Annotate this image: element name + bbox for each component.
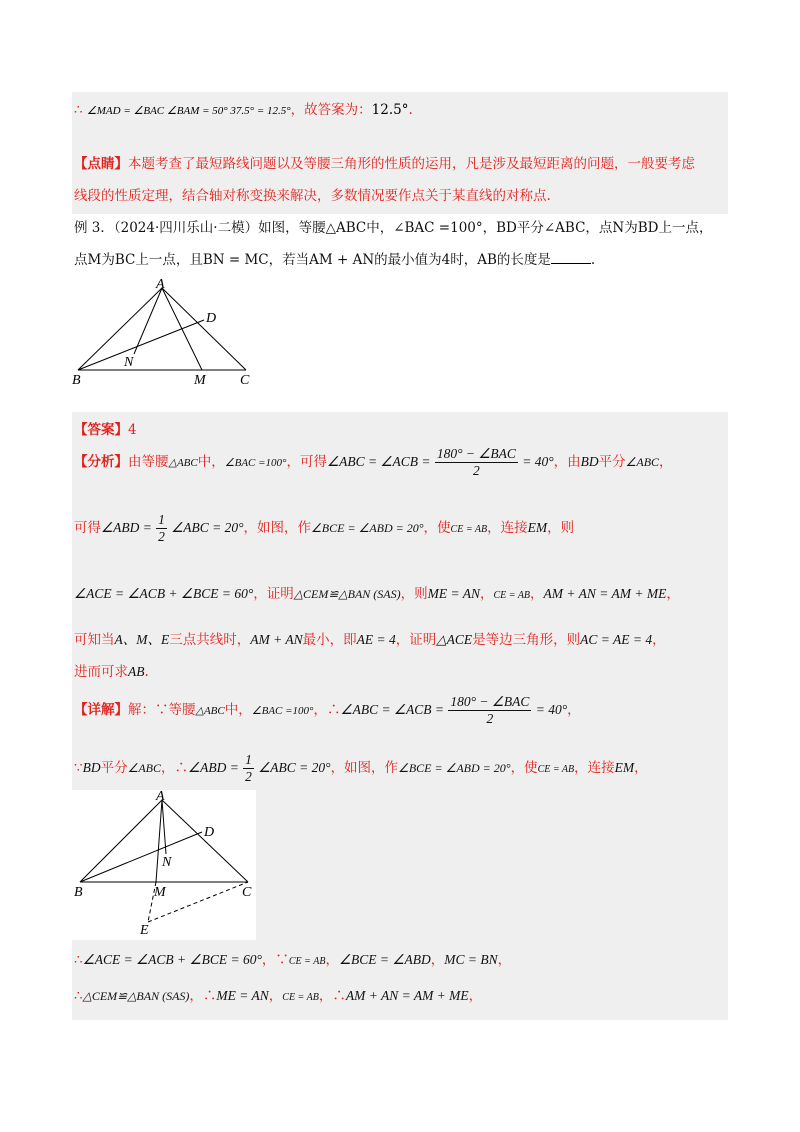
math: ∠ABC	[127, 761, 162, 776]
text: 是等边三角形，则	[472, 632, 581, 648]
answer-number: 4	[128, 422, 137, 438]
text: ∵	[74, 760, 83, 777]
math: ∠ABC = 20°	[171, 520, 244, 536]
text: ，如图，作	[330, 760, 399, 777]
comment-tag: 【点睛】	[74, 156, 128, 172]
text: ，证明	[395, 632, 437, 648]
period: .	[408, 102, 413, 118]
math: CE = AB	[450, 524, 488, 536]
math: CE = AB	[537, 764, 575, 776]
period: .	[590, 252, 596, 268]
math: △ACE	[436, 632, 473, 647]
analysis-line-3	[74, 582, 680, 602]
comment-line-1	[74, 152, 695, 172]
text: ，	[430, 952, 445, 968]
text: ，	[468, 988, 483, 1004]
example-line-1	[74, 216, 713, 236]
math: ∠BAC =100°	[251, 705, 314, 718]
math: = 40°	[522, 454, 554, 470]
math: ∠ABD =	[188, 760, 239, 776]
text: 解：∵等腰	[128, 702, 196, 719]
fraction	[243, 752, 254, 785]
fraction	[156, 512, 167, 545]
text: 三点共线时，	[169, 632, 251, 648]
text: ，	[634, 760, 648, 777]
comment-text-1: 本题考查了最短路线问题以及等腰三角形的性质的运用，凡是涉及最短距离的问题，一般要考虑	[128, 156, 695, 172]
triangle-figure-1	[70, 276, 270, 388]
math: CE = AB	[288, 956, 326, 967]
detail-tag: 【详解】	[74, 702, 128, 719]
math: AM + AN = AM + ME	[543, 586, 667, 601]
math: ME = AN	[427, 586, 480, 601]
answer-tag: 【答案】	[74, 422, 128, 438]
text: ，则	[547, 520, 575, 537]
text: ，	[666, 586, 680, 602]
text: 中，	[197, 454, 225, 471]
math: AE = 4	[356, 632, 396, 647]
math: BD	[82, 760, 101, 776]
answer-blank	[551, 263, 591, 264]
text: ，	[530, 586, 544, 602]
text: 由等腰	[128, 454, 169, 471]
text: ，	[268, 988, 283, 1004]
math: ∠ACE = ∠ACB + ∠BCE = 60°	[82, 952, 262, 967]
text: 中，	[224, 702, 252, 719]
label-E: E	[140, 923, 149, 938]
math: ∠ABC	[625, 455, 660, 470]
analysis-tag: 【分析】	[74, 454, 128, 471]
detail-line-1	[74, 694, 581, 727]
label-C: C	[240, 373, 250, 388]
text: ，∴	[318, 988, 346, 1004]
label-C: C	[242, 885, 252, 900]
text: ，	[497, 952, 512, 968]
math: △ABC	[195, 705, 225, 718]
answer-line	[74, 418, 137, 438]
math: △CEM≌△BAN (SAS)	[293, 587, 401, 601]
label-D: D	[204, 825, 215, 840]
conclusion-line	[74, 98, 413, 118]
text: ，由	[553, 454, 581, 471]
analysis-line-4	[74, 628, 666, 648]
math: AB	[128, 664, 145, 679]
label-B: B	[72, 373, 81, 388]
denominator: 2	[472, 463, 480, 479]
math: ∠BCE = ∠ABD	[338, 952, 431, 967]
math: EM	[527, 520, 548, 536]
math: ∠BCE = ∠ABD = 20°	[398, 761, 511, 776]
text: ，连接	[487, 520, 528, 537]
text: ，如图，作	[243, 520, 312, 537]
text: ，∴	[161, 760, 189, 777]
label-B: B	[74, 885, 83, 900]
numerator: 180° − ∠BAC	[435, 446, 518, 463]
label-D: D	[206, 311, 217, 326]
text: ，使	[423, 520, 451, 537]
detail-line-4	[74, 984, 482, 1004]
text: ，∵	[261, 952, 289, 968]
math: ME = AN	[216, 988, 269, 1003]
math: △ABC	[168, 457, 198, 470]
math: EM	[614, 760, 635, 776]
label-A: A	[156, 790, 165, 804]
label-A: A	[156, 277, 165, 292]
math: = 40°	[535, 702, 568, 718]
detail-line-2	[74, 752, 648, 785]
numerator: 180° − ∠BAC	[448, 694, 531, 711]
text: ，使	[510, 760, 538, 777]
angle-expression: ∠MAD = ∠BAC ∠BAM = 50° 37.5° = 12.5°	[86, 105, 291, 117]
example-question-2: 点M为BC上一点，且BN = MC，若当AM + AN的最小值为4时，AB的长度是	[74, 252, 551, 268]
math: ∠BAC =100°	[224, 457, 287, 470]
math: ∠ABC = ∠ACB =	[326, 454, 431, 470]
label-N: N	[124, 355, 134, 370]
math: AM + AN = AM + ME	[345, 988, 469, 1003]
text: ∴	[74, 952, 83, 968]
text: ，	[567, 702, 581, 719]
answer-phrase: ，故答案为：	[290, 102, 372, 118]
text: ，∴	[313, 702, 341, 719]
denominator: 2	[486, 711, 494, 727]
math: ∠BCE = ∠ABD = 20°	[311, 521, 424, 536]
example-question-1: 例 3．（2024·四川乐山·二模）如图，等腰△ABC中，∠BAC =100°，BD平分∠ABC，点N为BD上一点，	[74, 220, 713, 236]
comment-line-2	[74, 184, 551, 204]
therefore-symbol: ∴	[74, 102, 83, 118]
analysis-line-1	[74, 446, 673, 479]
fraction	[448, 694, 531, 727]
text: ，连接	[574, 760, 615, 777]
text: 进而可求	[74, 664, 128, 680]
numerator: 1	[243, 752, 254, 769]
math: CE = AB	[493, 590, 531, 601]
triangle-figure-2	[72, 790, 256, 940]
label-N: N	[162, 855, 172, 870]
answer-value: 12.5°	[371, 102, 409, 118]
math: ∠ABC = ∠ACB =	[340, 702, 445, 718]
numerator: 1	[156, 512, 167, 529]
fraction	[435, 446, 518, 479]
text: ，	[479, 586, 494, 602]
denominator: 2	[158, 529, 165, 545]
label-M: M	[194, 373, 206, 388]
math: △CEM≌△BAN (SAS)	[82, 989, 190, 1003]
text: ∴	[74, 988, 83, 1004]
text: 平分	[598, 454, 626, 471]
math: ∠ABC = 20°	[258, 760, 331, 776]
text: 可知当	[74, 632, 115, 648]
math: AM + AN	[250, 632, 303, 647]
math: ∠ACE = ∠ACB + ∠BCE = 60°	[74, 586, 254, 601]
text: ，	[652, 632, 666, 648]
detail-line-3	[74, 948, 511, 968]
text: ，可得	[286, 454, 327, 471]
text: ，	[325, 952, 339, 968]
math: BD	[580, 454, 599, 470]
label-M: M	[154, 885, 166, 900]
math: AC = AE = 4	[580, 632, 653, 647]
example-line-2	[74, 248, 595, 268]
text: ，证明	[253, 586, 294, 602]
text: 最小，即	[302, 632, 357, 648]
comment-text-2: 线段的性质定理，结合轴对称变换来解决，多数情况要作点关于某直线的对称点.	[74, 188, 551, 204]
text: 平分	[100, 760, 128, 777]
math: ∠ABD =	[101, 520, 152, 536]
text: ，则	[400, 586, 428, 602]
math: CE = AB	[282, 992, 319, 1003]
math: MC = BN	[444, 952, 498, 967]
text: ，∴	[189, 988, 217, 1004]
denominator: 2	[245, 769, 252, 785]
text: .	[144, 664, 149, 680]
math: A、M、E	[114, 632, 170, 647]
text: ，	[659, 454, 673, 471]
analysis-line-5	[74, 660, 149, 680]
analysis-line-2	[74, 512, 574, 545]
text: 可得	[74, 520, 101, 537]
